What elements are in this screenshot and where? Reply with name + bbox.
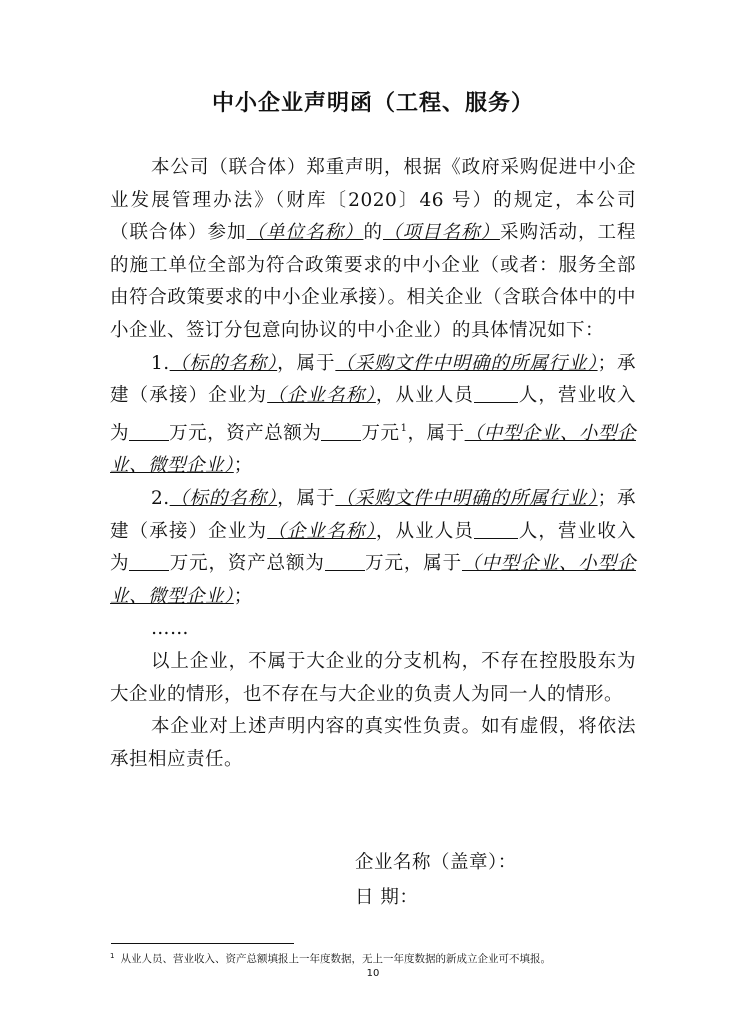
company-seal-label: 企业名称（盖章）： — [355, 852, 517, 873]
footnote-divider — [111, 943, 294, 944]
item-company-placeholder: （企业名称） — [267, 520, 376, 542]
ellipsis: …… — [151, 618, 189, 640]
footnote — [110, 951, 551, 966]
unit-name-placeholder: （单位名称） — [246, 222, 364, 244]
revenue-blank — [129, 550, 169, 571]
enterprise-item-1: 1.（标的名称），属于（采购文件中明确的所属行业）；承建（承接）企业为（企业名称），从业人员 人，营业收入为 万元，资产总额为 万元$^1$，属于（中型企业、小型企业、微型企业）； — [110, 352, 636, 477]
footnote-text: 从业人员、营业收入、资产总额填报上一年度数据，无上一年度数据的新成立企业可不填报。 — [120, 953, 551, 965]
date-label: 日 期： — [355, 887, 419, 908]
footnote-mark: 1 — [400, 422, 408, 434]
declaration-body — [110, 152, 636, 776]
statement-paragraph-1: 以上企业，不属于大企业的分支机构，不存在控股股东为大企业的情形，也不存在与大企业的负责人为同一人的情形。 — [110, 650, 636, 705]
item-industry-placeholder: （采购文件中明确的所属行业） — [335, 352, 598, 374]
enterprise-item-2: 2.（标的名称），属于（采购文件中明确的所属行业）；承建（承接）企业为（企业名称），从业人员 人，营业收入为 万元，资产总额为 万元，属于（中型企业、小型企业、微型企业）； — [110, 487, 636, 607]
assets-blank — [321, 420, 361, 441]
staff-blank — [474, 382, 518, 403]
project-name-placeholder: （项目名称） — [382, 222, 500, 244]
assets-blank — [325, 550, 365, 571]
statement-paragraph-2: 本企业对上述声明内容的真实性负责。如有虚假，将依法承担相应责任。 — [110, 716, 636, 770]
footnote-number: 1 — [110, 952, 115, 960]
item-industry-placeholder: （采购文件中明确的所属行业） — [335, 487, 598, 509]
revenue-blank — [129, 420, 169, 441]
page-number: 10 — [366, 968, 380, 979]
item-size-placeholder: （中型企业、小型企业、微型企业） — [110, 422, 636, 477]
staff-blank — [474, 518, 518, 539]
item-subject-placeholder: （标的名称） — [169, 487, 278, 509]
item-size-placeholder: （中型企业、小型企业、微型企业） — [110, 553, 636, 607]
intro-paragraph: 本公司（联合体）郑重声明，根据《政府采购促进中小企业发展管理办法》（财库〔2020〕46 号）的规定，本公司（联合体）参加（单位名称）的（项目名称）采购活动，工程的施工单位全部为符合政策要求的中小企业（或者：服务全部由符合政策要求的中小企业承接）。相关企业（含联合体中的中小企业、签订分包意向协议的中小企业）的具体情况如下： — [110, 157, 636, 341]
item-subject-placeholder: （标的名称） — [169, 352, 278, 374]
document-title: 中小企业声明函（工程、服务） — [211, 91, 534, 116]
item-company-placeholder: （企业名称） — [267, 385, 376, 407]
